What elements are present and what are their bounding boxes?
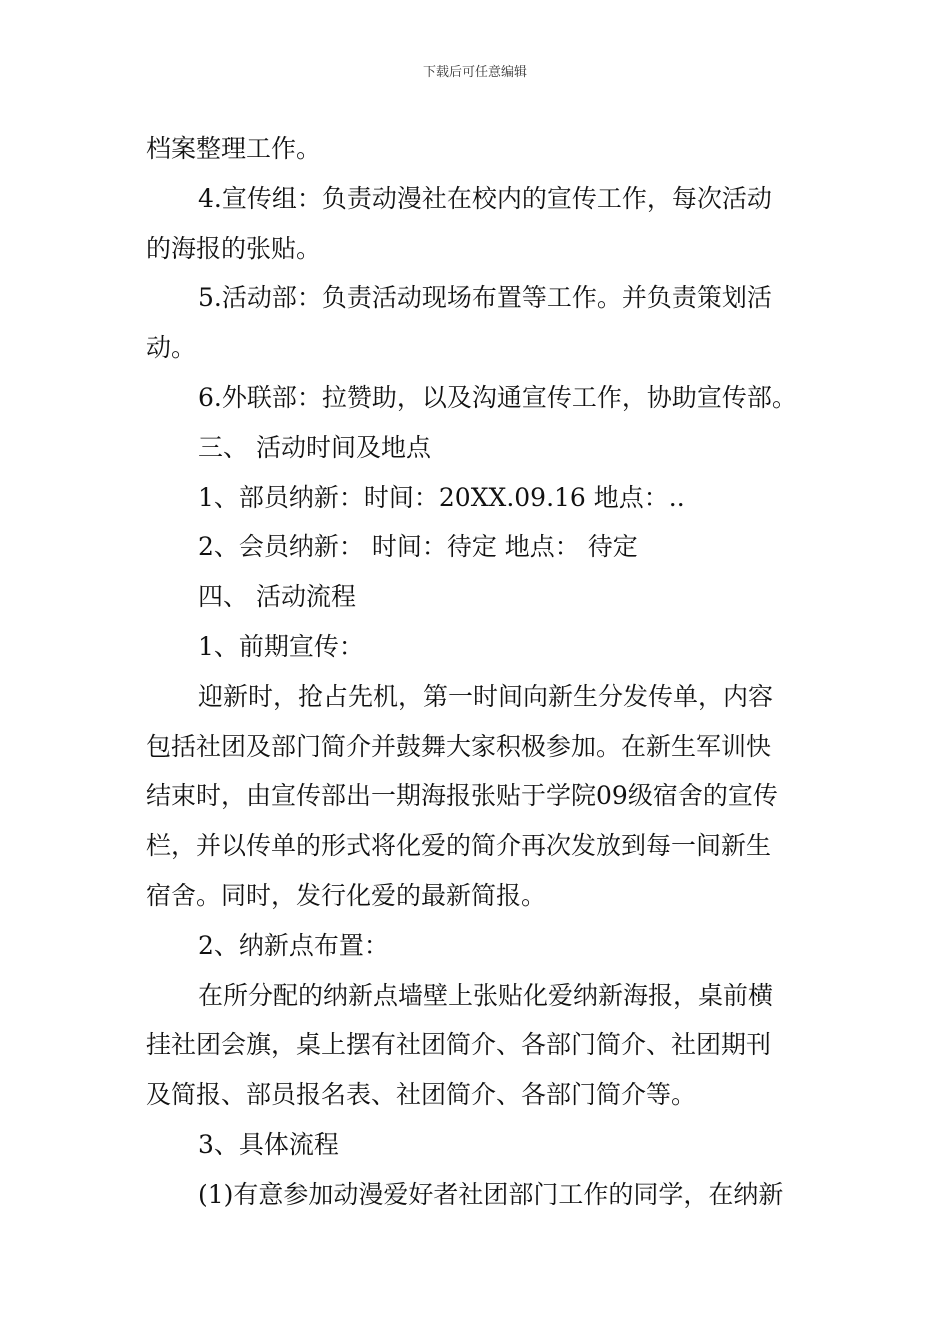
- text-line: 宿舍。同时，发行化爱的最新简报。: [146, 880, 547, 910]
- text-line: 包括社团及部门简介并鼓舞大家积极参加。在新生军训快: [146, 731, 772, 761]
- text-line: 档案整理工作。: [146, 134, 322, 163]
- text-line: 1、部员纳新：时间：20XX.09.16 地点：..: [198, 482, 685, 512]
- text-line: 的海报的张贴。: [146, 233, 322, 263]
- section-heading: 三、 活动时间及地点: [198, 432, 431, 462]
- text-line: 栏，并以传单的形式将化爱的简介再次发放到每一间新生: [146, 831, 772, 861]
- subsection-heading: 2、纳新点布置：: [198, 930, 389, 960]
- subsection-heading: 3、具体流程: [198, 1129, 339, 1159]
- text-line: (1)有意参加动漫爱好者社团部门工作的同学，在纳新: [198, 1179, 784, 1209]
- document-body: [146, 124, 808, 1220]
- text-line: 及简报、部员报名表、社团简介、各部门简介等。: [146, 1080, 697, 1110]
- text-line: 挂社团会旗，桌上摆有社团简介、各部门简介、社团期刊: [146, 1030, 772, 1060]
- text-line: 在所分配的纳新点墙壁上张贴化爱纳新海报，桌前横: [198, 980, 774, 1010]
- text-line: 2、会员纳新： 时间：待定 地点： 待定: [198, 532, 638, 562]
- subsection-heading: 1、前期宣传：: [198, 631, 364, 661]
- text-line: 6.外联部：拉赞助，以及沟通宣传工作，协助宣传部。: [198, 382, 797, 412]
- text-line: 4.宣传组：负责动漫社在校内的宣传工作，每次活动: [198, 183, 772, 213]
- text-line: 5.活动部：负责活动现场布置等工作。并负责策划活: [198, 283, 772, 313]
- text-line: 迎新时，抢占先机，第一时间向新生分发传单，内容: [198, 681, 774, 711]
- page-header: 下载后可任意编辑: [422, 65, 527, 80]
- text-line: 结束时，由宣传部出一期海报张贴于学院09级宿舍的宣传: [146, 781, 778, 811]
- text-line: 动。: [146, 333, 197, 363]
- section-heading: 四、 活动流程: [198, 582, 356, 612]
